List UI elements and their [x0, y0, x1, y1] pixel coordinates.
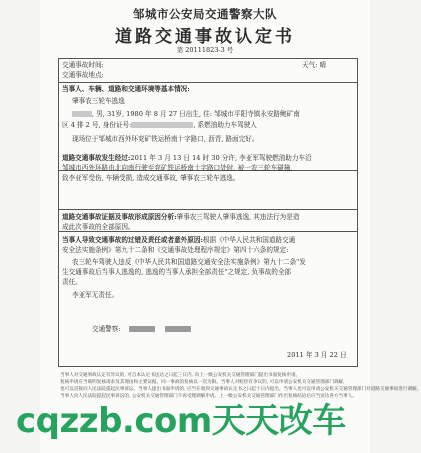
evidence-analysis-line-2: 成此次事故的全部原因。 — [62, 223, 135, 231]
footnote-line-3: 也可以直接向人民法院提起民事诉讼。当事人提出书面申请的, 应当在收到交通事故认定书之日起十日内提出。当事人也可以申请公安机关交通管理部门对道路交通事故进行调解。 — [60, 387, 421, 392]
issue-date: 2011 年 3 月 22 日 — [287, 351, 347, 359]
liability-line-5: 责任。 — [62, 278, 82, 286]
accident-place-label: 交通事故地点: — [62, 71, 104, 79]
site-watermark: cqzzb.com天天改车 — [16, 401, 346, 441]
document-number: 第 20111823-3 号 — [176, 46, 234, 54]
officer-signature-row: 交通警察: — [92, 326, 191, 333]
redacted-officer-1 — [129, 326, 155, 332]
person-line-2: 区 4 排 2 号, 身份证号: , 系燃油助力车驾驶人 — [62, 121, 257, 129]
footnote-line-4: 当事人向人民法院提起民事诉讼的, 公安机关交通管理部门不再受理调解申请。上一级公安机关交通管理部门作出复核结论后应当送达各方当事人。 — [60, 394, 357, 399]
footnote-line-2: 复核申请应当载明复核请求及其理由和主要证据。同一事故的复核以一次为限。当事人对赔偿有争议的, 可以申请公安机关交通管理部门调解, — [60, 380, 345, 385]
scene-description: 现场位于邹城市西外环兖矿铁运桥南十字路口, 沥青, 路面完好。 — [72, 135, 259, 143]
weather-field: 天气: 晴 — [302, 61, 327, 69]
redacted-officer-2 — [165, 326, 191, 332]
basic-info-title: 当事人、车辆、道路和交通环境等基本情况: — [62, 85, 190, 93]
accident-process-line-3: 致李亚军受伤, 车辆受损, 造成交通事故, 肇事农三轮车逃逸。 — [62, 174, 240, 182]
redacted-name — [72, 111, 92, 117]
liability-line-4: 生交通事故后当事人逃逸的, 逃逸的当事人承担全部责任"之规定, 负事故的全部 — [62, 268, 292, 276]
accident-time-label: 交通事故时间: — [62, 61, 104, 69]
footnote-line-1: 当事人对交通事故认定有异议的, 可自本认定书送达之日起三日内, 向上一级公安机关交通管理部门提出书面复核申请。 — [60, 373, 301, 378]
liability-line-6: 李亚军无责任。 — [72, 291, 119, 299]
accident-process-line-2: 邹城市西外环路由北向南行驶至兖矿铁运桥南十字路口处时, 被一农三轮车碰撞, — [62, 164, 293, 172]
agency-name: 邹城市公安局交通警察大队 — [133, 7, 277, 21]
hit-and-run-note: 肇事农三轮车逃逸 — [72, 97, 125, 105]
evidence-analysis-line-1: 道路交通事故证据及事故形成原因分析:肇事农三驾驶人肇事逃逸, 其违法行为是造 — [62, 213, 300, 221]
accident-process-line-1: 道路交通事故发生经过:2011 年 3 月 13 日 14 时 30 分许, 李亚军驾驶燃油助力车沿 — [62, 154, 312, 162]
document-title: 道路交通事故认定书 — [115, 27, 295, 47]
liability-line-3: 农三轮车驾驶人违反《中华人民共和国道路交通安全法实施条例》第九十二条"发 — [72, 258, 306, 266]
person-line-1: , 男, 31岁, 1980 年 8 月 27 日出生, 住: 邹城市平阳寺镇永安路鲍矿南 — [72, 111, 300, 118]
liability-line-1: 当事人导致交通事故的过错及责任或者意外原因:根据《中华人民共和国道路交通 — [62, 236, 296, 244]
redacted-id-number — [131, 122, 193, 128]
liability-line-2: 安全法实施条例》第九十二条和《交通事故处理程序规定》第四十六条的规定: — [62, 246, 289, 254]
